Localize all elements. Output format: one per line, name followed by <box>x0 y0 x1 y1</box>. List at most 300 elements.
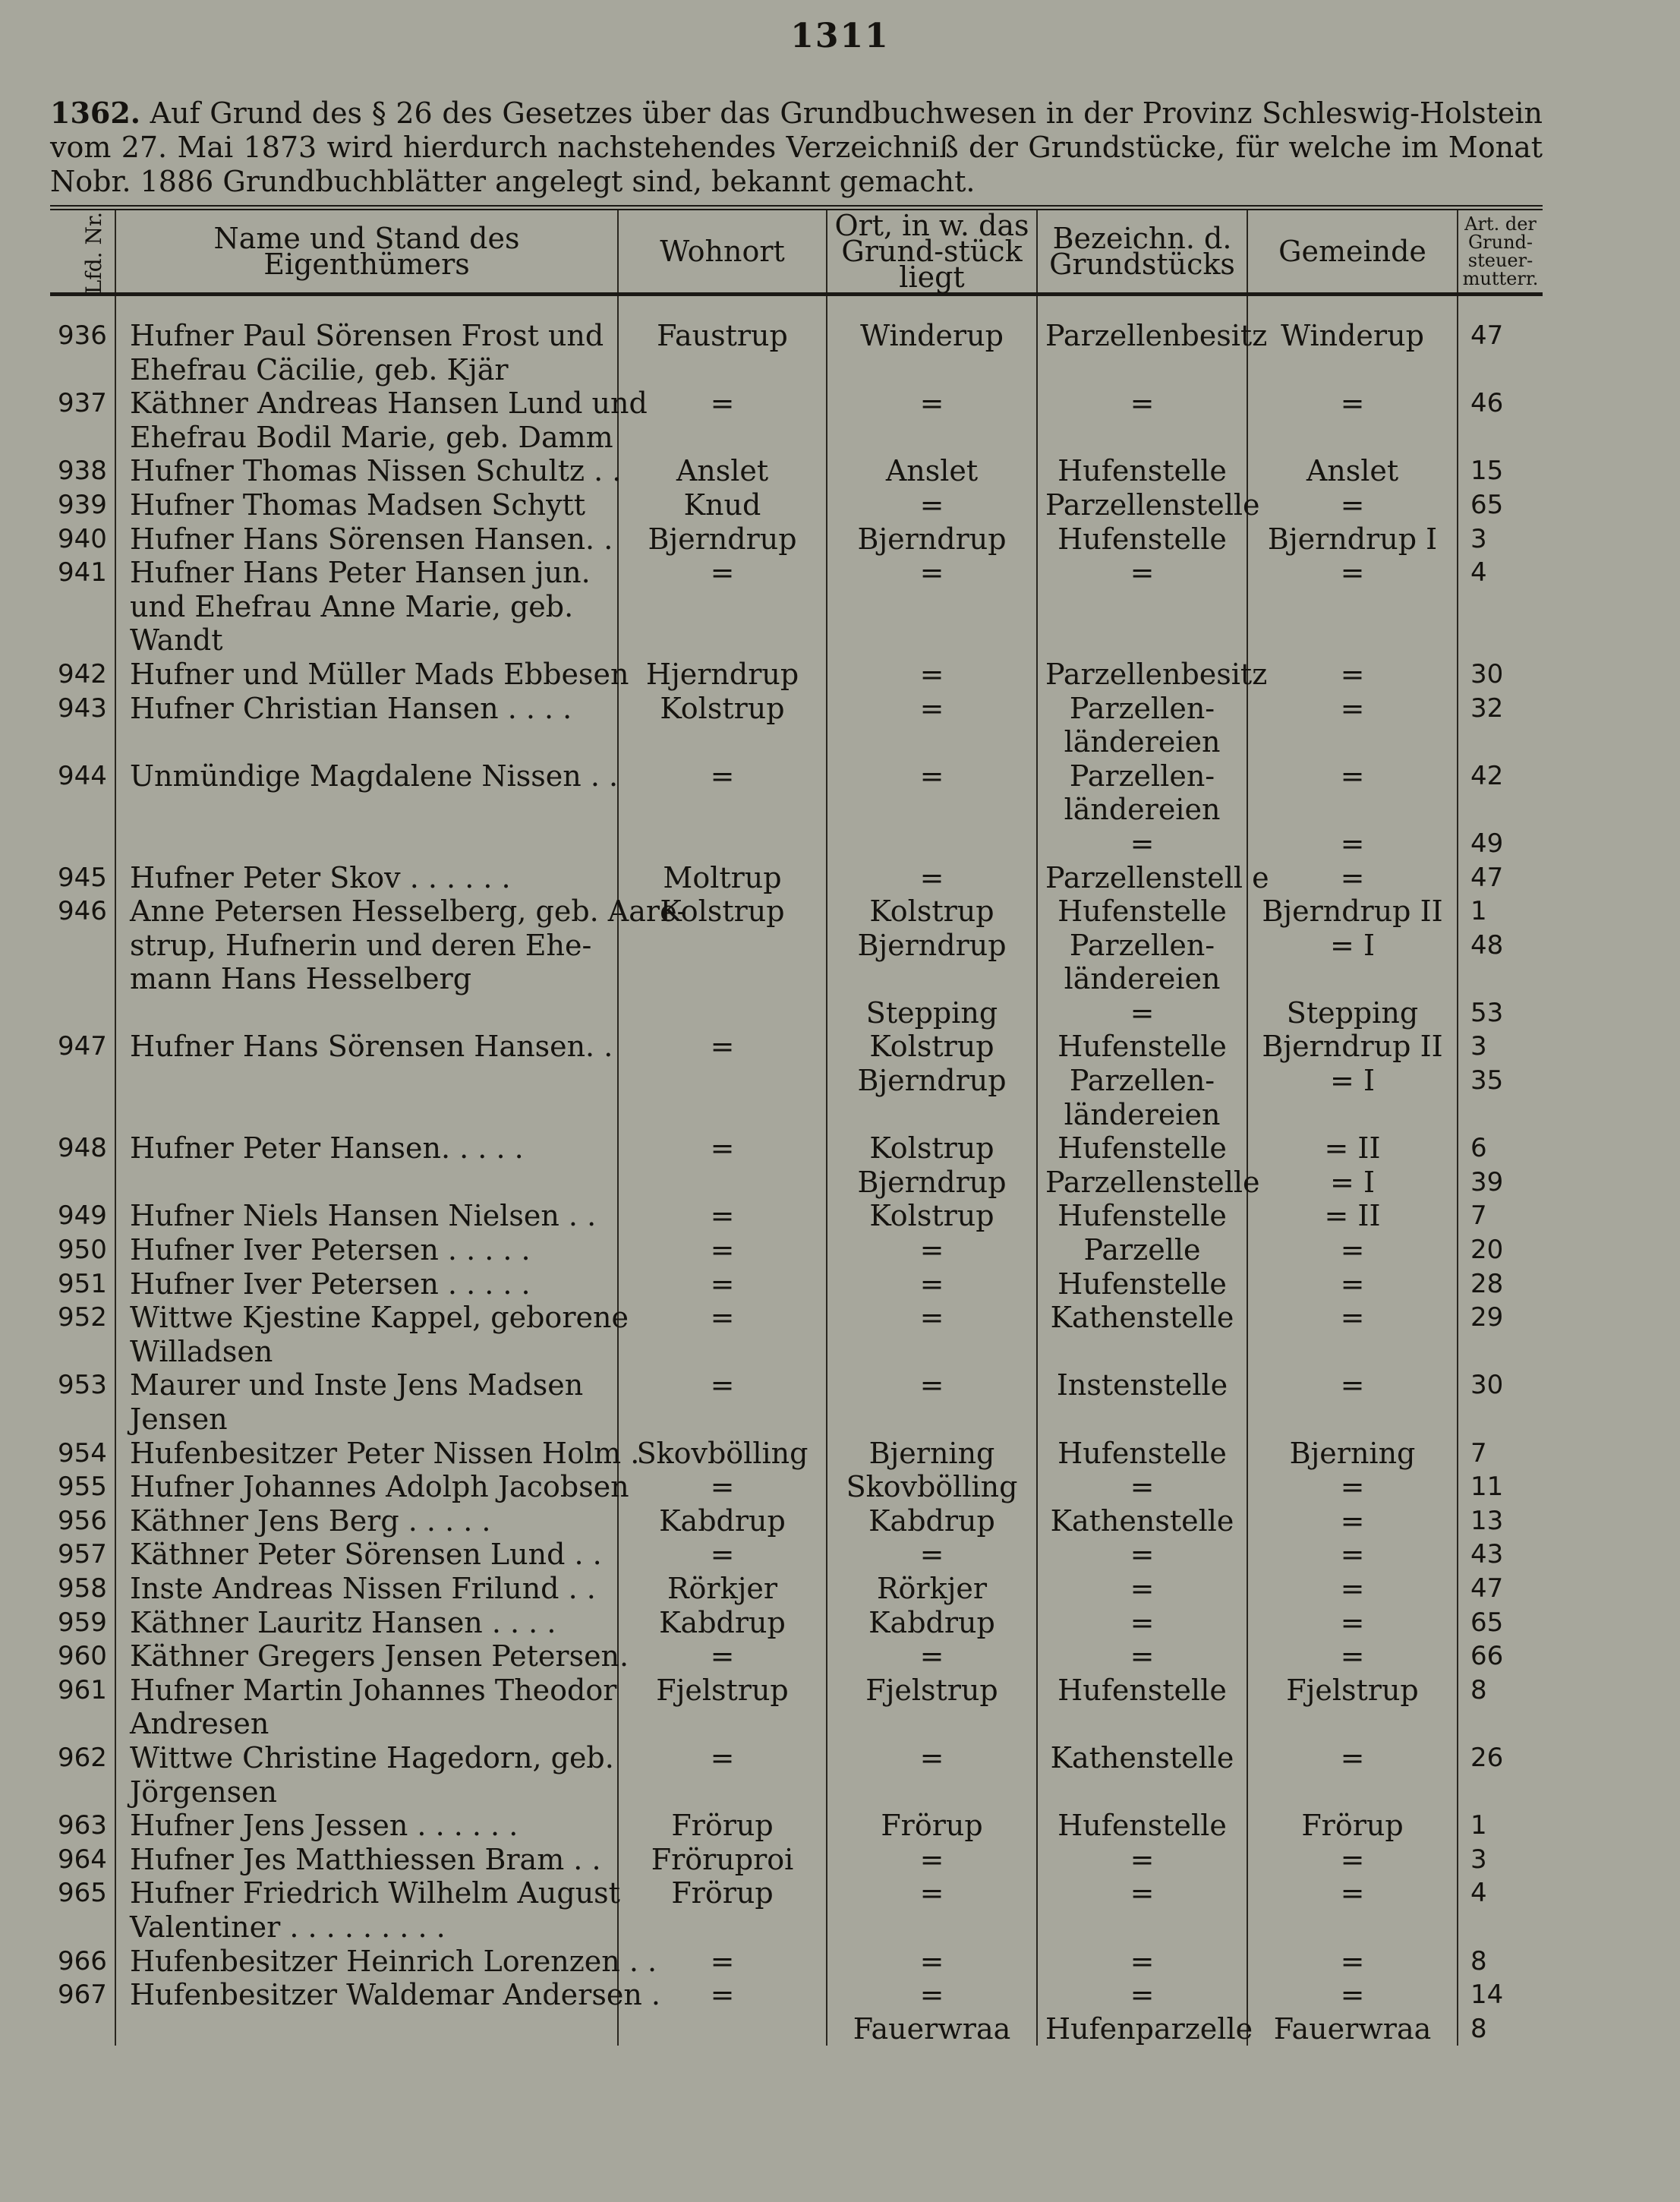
tax-article-cell: 3 <box>1458 1843 1543 1877</box>
table-row <box>50 1368 1543 1402</box>
residence-cell: = <box>618 1978 827 2012</box>
location-cell: = <box>827 1876 1037 1910</box>
location-cell <box>827 962 1037 996</box>
designation-cell: = <box>1037 1876 1247 1910</box>
owner-name-cell: Ehefrau Bodil Marie, geb. Damm <box>115 421 618 455</box>
owner-name-cell: Inste Andreas Nissen Frilund . . <box>115 1572 618 1606</box>
location-cell: = <box>827 1639 1037 1674</box>
tax-article-cell: 1 <box>1458 1809 1543 1843</box>
residence-cell <box>618 793 827 827</box>
location-cell <box>827 1775 1037 1809</box>
residence-cell: = <box>618 759 827 793</box>
table-row <box>50 1809 1543 1843</box>
designation-cell: Hufenstelle <box>1037 1030 1247 1064</box>
location-cell <box>827 1098 1037 1132</box>
location-cell: = <box>827 1301 1037 1335</box>
residence-cell: = <box>618 1470 827 1504</box>
residence-cell: Anslet <box>618 454 827 488</box>
entry-number-cell: 956 <box>58 1505 107 1536</box>
table-row <box>50 1064 1543 1098</box>
municipality-cell <box>1247 590 1458 624</box>
owner-name-cell: mann Hans Hesselberg <box>115 962 618 996</box>
entry-number-cell <box>50 1402 115 1437</box>
entry-number-cell <box>50 725 115 759</box>
municipality-cell: = <box>1247 759 1458 793</box>
table-row <box>50 590 1543 624</box>
municipality-cell <box>1247 1098 1458 1132</box>
location-cell: = <box>827 692 1037 726</box>
municipality-cell <box>1247 1335 1458 1369</box>
tax-article-cell <box>1458 725 1543 759</box>
entry-number-cell <box>50 1166 115 1200</box>
location-cell: = <box>827 556 1037 590</box>
municipality-cell <box>1247 1402 1458 1437</box>
tax-article-cell <box>1458 590 1543 624</box>
tax-article-cell: 6 <box>1458 1131 1543 1166</box>
entry-number-cell: 954 <box>58 1437 107 1469</box>
entry-number-cell: 959 <box>58 1607 107 1638</box>
location-cell: Anslet <box>827 454 1037 488</box>
location-cell <box>827 623 1037 658</box>
entry-number-cell: 944 <box>58 760 107 791</box>
owner-name-cell: Hufenbesitzer Heinrich Lorenzen . . <box>115 1945 618 1979</box>
entry-number-cell <box>50 793 115 827</box>
entry-number-cell <box>50 1775 115 1809</box>
tax-article-cell: 15 <box>1458 454 1543 488</box>
municipality-cell: = <box>1247 1606 1458 1640</box>
designation-cell: ländereien <box>1037 793 1247 827</box>
residence-cell: = <box>618 1741 827 1775</box>
owner-name-cell <box>115 827 618 861</box>
entry-number-cell: 957 <box>58 1539 107 1570</box>
table-row <box>50 725 1543 759</box>
owner-name-cell: Hufner Thomas Nissen Schultz . . <box>115 454 618 488</box>
location-cell: Fauerwraa <box>827 2012 1037 2046</box>
residence-cell: = <box>618 1267 827 1301</box>
designation-cell: Parzellenbesitz <box>1037 295 1247 353</box>
tax-article-cell: 47 <box>1458 295 1543 353</box>
designation-cell: ländereien <box>1037 725 1247 759</box>
municipality-cell: = <box>1247 386 1458 421</box>
table-row <box>50 1674 1543 1708</box>
table-row <box>50 1538 1543 1572</box>
municipality-cell: Fjelstrup <box>1247 1674 1458 1708</box>
table-row <box>50 793 1543 827</box>
table-row <box>50 1166 1543 1200</box>
designation-cell: Hufenstelle <box>1037 1809 1247 1843</box>
table-row <box>50 386 1543 421</box>
location-cell: Bjerndrup <box>827 1064 1037 1098</box>
table-row <box>50 1775 1543 1809</box>
owner-name-cell: Hufner Christian Hansen . . . . <box>115 692 618 726</box>
entry-number-cell: 947 <box>58 1031 107 1062</box>
municipality-cell <box>1247 962 1458 996</box>
municipality-cell <box>1247 725 1458 759</box>
residence-cell: Fröruproi <box>618 1843 827 1877</box>
tax-article-cell <box>1458 1707 1543 1741</box>
table-row <box>50 522 1543 557</box>
owner-name-cell: Hufner Iver Petersen . . . . . <box>115 1267 618 1301</box>
tax-article-cell: 1 <box>1458 894 1543 929</box>
location-cell: Kabdrup <box>827 1606 1037 1640</box>
location-cell: Fjelstrup <box>827 1674 1037 1708</box>
residence-cell: = <box>618 1131 827 1166</box>
designation-cell: Kathenstelle <box>1037 1741 1247 1775</box>
municipality-cell <box>1247 1910 1458 1945</box>
entry-number-cell: 937 <box>58 388 107 419</box>
table-row <box>50 1572 1543 1606</box>
designation-cell: Hufenstelle <box>1037 1437 1247 1471</box>
owner-name-cell: Hufner Jes Matthiessen Bram . . <box>115 1843 618 1877</box>
municipality-cell: = <box>1247 488 1458 522</box>
table-row <box>50 861 1543 895</box>
location-cell: Frörup <box>827 1809 1037 1843</box>
designation-cell: = <box>1037 996 1247 1030</box>
designation-cell <box>1037 1910 1247 1945</box>
location-cell: Rörkjer <box>827 1572 1037 1606</box>
table-row <box>50 929 1543 963</box>
location-cell: Bjerning <box>827 1437 1037 1471</box>
table-row <box>50 295 1543 353</box>
municipality-cell <box>1247 353 1458 387</box>
table-row <box>50 658 1543 692</box>
residence-cell: = <box>618 1301 827 1335</box>
table-row <box>50 894 1543 929</box>
entry-number-cell: 938 <box>58 456 107 487</box>
tax-article-cell: 66 <box>1458 1639 1543 1674</box>
owner-name-cell: Hufner Thomas Madsen Schytt <box>115 488 618 522</box>
entry-number-cell <box>50 590 115 624</box>
designation-cell <box>1037 421 1247 455</box>
location-cell: = <box>827 1368 1037 1402</box>
entry-number-cell: 946 <box>58 896 107 927</box>
location-cell: Bjerndrup <box>827 522 1037 557</box>
entry-number-cell: 962 <box>58 1742 107 1773</box>
designation-cell: = <box>1037 1538 1247 1572</box>
owner-name-cell: Jensen <box>115 1402 618 1437</box>
residence-cell: Kabdrup <box>618 1606 827 1640</box>
owner-name-cell: Andresen <box>115 1707 618 1741</box>
entry-number-cell <box>50 996 115 1030</box>
table-row <box>50 1843 1543 1877</box>
tax-article-cell: 3 <box>1458 1030 1543 1064</box>
entry-number-cell: 961 <box>58 1674 107 1705</box>
table-row <box>50 1470 1543 1504</box>
header-art: Art. der Grund-steuer-mutterr. <box>1458 208 1543 295</box>
municipality-cell: = <box>1247 1301 1458 1335</box>
designation-cell: = <box>1037 1470 1247 1504</box>
location-cell: Bjerndrup <box>827 1166 1037 1200</box>
location-cell <box>827 590 1037 624</box>
table-row <box>50 1131 1543 1166</box>
tax-article-cell: 39 <box>1458 1166 1543 1200</box>
header-gemeinde: Gemeinde <box>1247 208 1458 295</box>
municipality-cell: = <box>1247 1945 1458 1979</box>
municipality-cell: = <box>1247 658 1458 692</box>
table-row <box>50 759 1543 793</box>
designation-cell: Parzellen- <box>1037 692 1247 726</box>
location-cell <box>827 1335 1037 1369</box>
table-row <box>50 1437 1543 1471</box>
table-row <box>50 1098 1543 1132</box>
entry-number-cell <box>50 962 115 996</box>
designation-cell: = <box>1037 1639 1247 1674</box>
residence-cell: Skovbölling <box>618 1437 827 1471</box>
residence-cell: Kolstrup <box>618 692 827 726</box>
location-cell: Kolstrup <box>827 1030 1037 1064</box>
residence-cell <box>618 1098 827 1132</box>
entry-number-cell: 945 <box>58 862 107 893</box>
owner-name-cell: Käthner Jens Berg . . . . . <box>115 1504 618 1538</box>
table-row <box>50 1335 1543 1369</box>
owner-name-cell: Hufner Hans Peter Hansen jun. <box>115 556 618 590</box>
residence-cell: = <box>618 556 827 590</box>
municipality-cell: Fauerwraa <box>1247 2012 1458 2046</box>
location-cell: = <box>827 1267 1037 1301</box>
residence-cell <box>618 1335 827 1369</box>
residence-cell: = <box>618 1030 827 1064</box>
designation-cell <box>1037 1402 1247 1437</box>
entry-number-cell: 963 <box>58 1810 107 1841</box>
municipality-cell: = <box>1247 1233 1458 1267</box>
tax-article-cell: 8 <box>1458 1674 1543 1708</box>
header-nr: Lfd. Nr. <box>50 208 115 295</box>
entry-number-cell: 967 <box>58 1980 107 2011</box>
location-cell: Skovbölling <box>827 1470 1037 1504</box>
location-cell: Bjerndrup <box>827 929 1037 963</box>
tax-article-cell <box>1458 793 1543 827</box>
residence-cell: Fjelstrup <box>618 1674 827 1708</box>
entry-number-cell: 951 <box>58 1268 107 1299</box>
table-row <box>50 623 1543 658</box>
table-header-row <box>50 208 1543 295</box>
entry-number-cell: 955 <box>58 1472 107 1503</box>
location-cell: = <box>827 658 1037 692</box>
table-row <box>50 1030 1543 1064</box>
table-row <box>50 827 1543 861</box>
municipality-cell <box>1247 1775 1458 1809</box>
tax-article-cell <box>1458 1402 1543 1437</box>
residence-cell <box>618 725 827 759</box>
tax-article-cell: 20 <box>1458 1233 1543 1267</box>
municipality-cell: Frörup <box>1247 1809 1458 1843</box>
tax-article-cell: 49 <box>1458 827 1543 861</box>
residence-cell: Rörkjer <box>618 1572 827 1606</box>
table-row <box>50 353 1543 387</box>
tax-article-cell: 13 <box>1458 1504 1543 1538</box>
table-row <box>50 421 1543 455</box>
location-cell <box>827 793 1037 827</box>
designation-cell: Kathenstelle <box>1037 1301 1247 1335</box>
residence-cell: Kolstrup <box>618 894 827 929</box>
designation-cell: Instenstelle <box>1037 1368 1247 1402</box>
municipality-cell: = <box>1247 1470 1458 1504</box>
table-row <box>50 692 1543 726</box>
location-cell <box>827 1910 1037 1945</box>
residence-cell <box>618 1910 827 1945</box>
residence-cell: Frörup <box>618 1876 827 1910</box>
entry-number-cell: 960 <box>58 1641 107 1672</box>
residence-cell <box>618 962 827 996</box>
owner-name-cell <box>115 996 618 1030</box>
tax-article-cell: 4 <box>1458 1876 1543 1910</box>
table-row <box>50 488 1543 522</box>
residence-cell <box>618 590 827 624</box>
table-row <box>50 996 1543 1030</box>
tax-article-cell: 14 <box>1458 1978 1543 2012</box>
owner-name-cell: Hufner Friedrich Wilhelm August <box>115 1876 618 1910</box>
tax-article-cell: 29 <box>1458 1301 1543 1335</box>
owner-name-cell: Hufner Hans Sörensen Hansen. . <box>115 1030 618 1064</box>
header-wohnort: Wohnort <box>618 208 827 295</box>
owner-name-cell: Hufner und Müller Mads Ebbesen <box>115 658 618 692</box>
entry-number-cell: 953 <box>58 1370 107 1401</box>
entry-number-cell <box>50 421 115 455</box>
residence-cell <box>618 353 827 387</box>
tax-article-cell: 32 <box>1458 692 1543 726</box>
notice-text: Auf Grund des § 26 des Gesetzes über das Grundbuchwesen in der Provinz Schleswig-Holstein vom 27. Mai 1873 wird hierdurch nachstehendes Verzeichniß der Grundstücke, für welche im Monat Nobr. 1886 Grundbuchblätter angelegt sind, bekannt gemacht. <box>50 96 1543 198</box>
tax-article-cell <box>1458 353 1543 387</box>
table-row <box>50 1945 1543 1979</box>
residence-cell: Moltrup <box>618 861 827 895</box>
property-register-table <box>50 205 1543 2046</box>
municipality-cell: = <box>1247 1978 1458 2012</box>
location-cell: = <box>827 1233 1037 1267</box>
owner-name-cell: Hufenbesitzer Waldemar Andersen . <box>115 1978 618 2012</box>
tax-article-cell: 7 <box>1458 1437 1543 1471</box>
designation-cell: Hufenstelle <box>1037 894 1247 929</box>
table-row <box>50 1707 1543 1741</box>
municipality-cell: = <box>1247 1639 1458 1674</box>
residence-cell <box>618 1064 827 1098</box>
designation-cell <box>1037 590 1247 624</box>
entry-number-cell: 936 <box>58 320 107 351</box>
location-cell: Kolstrup <box>827 1131 1037 1166</box>
location-cell: = <box>827 1843 1037 1877</box>
location-cell <box>827 1707 1037 1741</box>
entry-number-cell: 965 <box>58 1878 107 1909</box>
header-name: Name und Stand des Eigenthümers <box>115 208 618 295</box>
table-row <box>50 962 1543 996</box>
location-cell: = <box>827 759 1037 793</box>
location-cell <box>827 1402 1037 1437</box>
municipality-cell: = <box>1247 1876 1458 1910</box>
residence-cell: = <box>618 1199 827 1233</box>
entry-number-cell: 942 <box>58 658 107 689</box>
designation-cell: Parzelle <box>1037 1233 1247 1267</box>
table-row <box>50 1876 1543 1910</box>
entry-number-cell: 940 <box>58 523 107 554</box>
municipality-cell: Anslet <box>1247 454 1458 488</box>
tax-article-cell: 30 <box>1458 658 1543 692</box>
designation-cell: Hufenstelle <box>1037 454 1247 488</box>
tax-article-cell: 43 <box>1458 1538 1543 1572</box>
entry-number-cell: 948 <box>58 1133 107 1164</box>
residence-cell: = <box>618 1368 827 1402</box>
municipality-cell: = I <box>1247 1166 1458 1200</box>
entry-number-cell <box>50 1335 115 1369</box>
entry-number-cell <box>50 623 115 658</box>
residence-cell: Faustrup <box>618 295 827 353</box>
tax-article-cell: 47 <box>1458 1572 1543 1606</box>
municipality-cell: Stepping <box>1247 996 1458 1030</box>
residence-cell: = <box>618 1538 827 1572</box>
residence-cell: Hjerndrup <box>618 658 827 692</box>
owner-name-cell: Valentiner . . . . . . . . . <box>115 1910 618 1945</box>
residence-cell: Knud <box>618 488 827 522</box>
tax-article-cell <box>1458 962 1543 996</box>
table-row <box>50 454 1543 488</box>
notice-number: 1362. <box>50 96 140 130</box>
residence-cell: = <box>618 386 827 421</box>
residence-cell <box>618 2012 827 2046</box>
location-cell: Kolstrup <box>827 894 1037 929</box>
owner-name-cell <box>115 2012 618 2046</box>
tax-article-cell <box>1458 623 1543 658</box>
designation-cell: = <box>1037 827 1247 861</box>
header-ort: Ort, in w. das Grund-stück liegt <box>827 208 1037 295</box>
location-cell: = <box>827 1741 1037 1775</box>
entry-number-cell <box>50 827 115 861</box>
entry-number-cell <box>50 929 115 963</box>
table-row <box>50 1639 1543 1674</box>
entry-number-cell <box>50 1707 115 1741</box>
tax-article-cell: 35 <box>1458 1064 1543 1098</box>
designation-cell: = <box>1037 1606 1247 1640</box>
designation-cell: Parzellenstelle <box>1037 1166 1247 1200</box>
location-cell: Winderup <box>827 295 1037 353</box>
residence-cell: Bjerndrup <box>618 522 827 557</box>
residence-cell: = <box>618 1233 827 1267</box>
municipality-cell: = <box>1247 1741 1458 1775</box>
municipality-cell <box>1247 793 1458 827</box>
location-cell <box>827 353 1037 387</box>
designation-cell: Hufenstelle <box>1037 1267 1247 1301</box>
location-cell: Kabdrup <box>827 1504 1037 1538</box>
table-row <box>50 1504 1543 1538</box>
tax-article-cell: 28 <box>1458 1267 1543 1301</box>
municipality-cell: = <box>1247 1504 1458 1538</box>
tax-article-cell: 4 <box>1458 556 1543 590</box>
table-row <box>50 1402 1543 1437</box>
tax-article-cell: 48 <box>1458 929 1543 963</box>
tax-article-cell: 53 <box>1458 996 1543 1030</box>
entry-number-cell <box>50 1910 115 1945</box>
municipality-cell: Winderup <box>1247 295 1458 353</box>
owner-name-cell: Wittwe Christine Hagedorn, geb. <box>115 1741 618 1775</box>
location-cell <box>827 827 1037 861</box>
tax-article-cell <box>1458 1775 1543 1809</box>
location-cell <box>827 421 1037 455</box>
municipality-cell: = II <box>1247 1199 1458 1233</box>
residence-cell <box>618 827 827 861</box>
tax-article-cell <box>1458 421 1543 455</box>
table-row <box>50 1606 1543 1640</box>
municipality-cell: = <box>1247 1267 1458 1301</box>
tax-article-cell: 46 <box>1458 386 1543 421</box>
tax-article-cell <box>1458 1335 1543 1369</box>
designation-cell <box>1037 1707 1247 1741</box>
owner-name-cell: Hufner Iver Petersen . . . . . <box>115 1233 618 1267</box>
municipality-cell: = <box>1247 827 1458 861</box>
tax-article-cell: 47 <box>1458 861 1543 895</box>
tax-article-cell <box>1458 1098 1543 1132</box>
designation-cell: Parzellen- <box>1037 1064 1247 1098</box>
municipality-cell: = I <box>1247 929 1458 963</box>
table-row <box>50 556 1543 590</box>
owner-name-cell: Hufner Peter Skov . . . . . . <box>115 861 618 895</box>
municipality-cell: Bjerndrup II <box>1247 894 1458 929</box>
